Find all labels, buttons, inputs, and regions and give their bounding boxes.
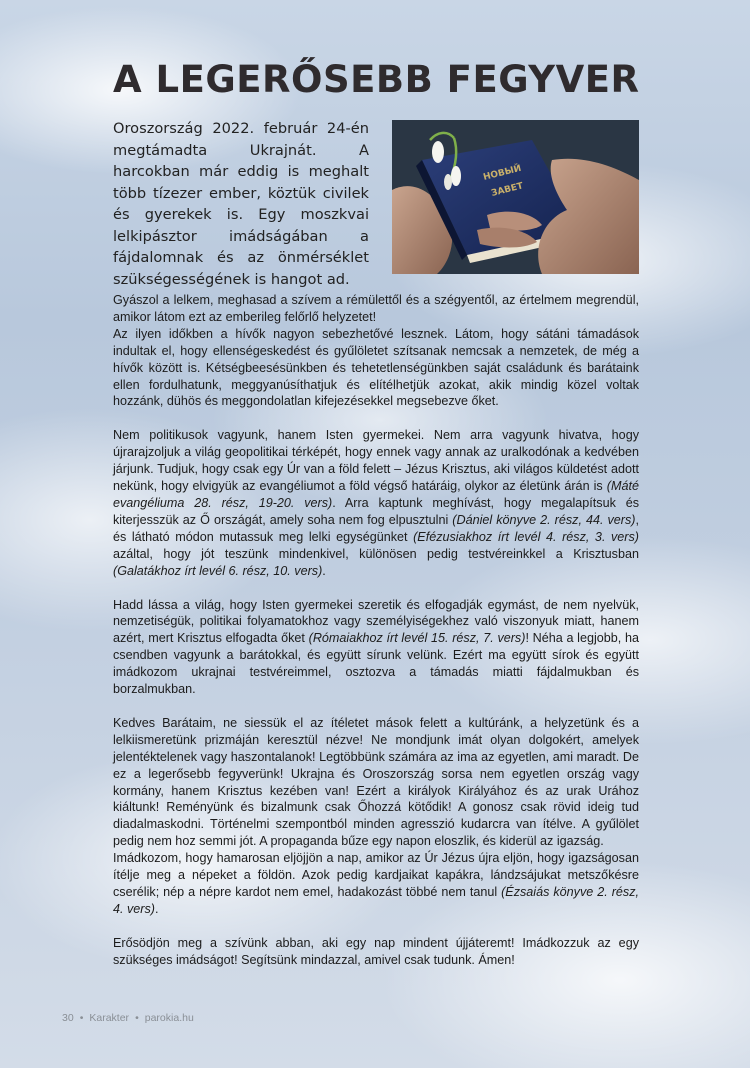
- website-name: parokia.hu: [144, 1012, 194, 1024]
- paragraph-text: . Arra kaptunk meghívást, hogy megalapítsuk és kiterjesszük az Ő országát, amely soha nem fog elpusztulni: [113, 495, 639, 527]
- bible-reference: (Dániel könyve 2. rész, 44. vers): [452, 512, 636, 527]
- paragraph-gap: [113, 410, 639, 427]
- paragraph-gap: [113, 918, 639, 935]
- magazine-name: Karakter: [89, 1012, 130, 1024]
- paragraph-text: .: [322, 563, 326, 578]
- paragraph-text: Gyászol a lelkem, meghasad a szívem a rémülettől és a szégyentől, az értelmem megrendül, amikor látom ezt az emberileg felőrlő helyzetet!: [113, 293, 639, 324]
- footer-separator: •: [135, 1012, 139, 1024]
- paragraph-text: Hadd lássa a világ, hogy Isten gyermekei szeretik és elfogadják egymást, de nem nyelvük, nemzetiségük, politikai folyamatokhoz vagy személyiségekhez való viszonyuk miatt, hanem azért, mert Krisztus elfogadta őket: [113, 597, 639, 646]
- article-title: A LEGERŐSEBB FEGYVER: [113, 58, 640, 101]
- paragraph-gap: [113, 580, 639, 597]
- body-paragraph: [113, 715, 639, 850]
- body-paragraph: [113, 935, 639, 969]
- book-cover-text-1: НОВЫЙ: [482, 163, 523, 183]
- bible-reference: (Efézusiakhoz írt levél 4. rész, 3. vers): [413, 529, 639, 544]
- page-number: 30: [62, 1012, 74, 1024]
- paragraph-text: Erősödjön meg a szívünk abban, aki egy nap mindent újjáteremt! Imádkozzuk az egy szükséges imádságot! Segítsünk mindazzal, amivel csak tudunk. Ámen!: [113, 935, 639, 967]
- paragraph-text: Kedves Barátaim, ne siessük el az ítéletet mások felett a kultúránk, a helyzetünk és a lelkiismeretünk prizmáján keresztül nézve! Ne mondjunk imát olyan dolgokért, amelyek jelentéktelenek vagy haszontalanok! Legtöbbünk számára az ima az egyetlen, ami maradt. De ez a legerősebb fegyverünk! Ukrajna és Oroszország sorsa nem egyetlen ország vagy kormány, hanem Krisztus kezében van! Ezért a királyok Királyához és az urak Urához kiáltunk! Reményünk és bizalmunk csak Őhozzá kötődik! A gonosz csak rövid ideig tud diadalmaskodni. Történelmi szempontból minden agresszió kudarcra van ítélve. A gyűlölet pedig nem hoz semmi jót. A propaganda bűze egy napon eloszlik, és kiderül az igazság.: [113, 715, 639, 849]
- paragraph-text: , és látható módon mutassuk meg lelki egységünket: [113, 512, 639, 544]
- paragraph-text: Nem politikusok vagyunk, hanem Isten gyermekei. Nem arra vagyunk hivatva, hogy újrarajzoljuk a világ geopolitikai térképét, hogy ennek vagy annak az uralkodónak a kedvében járjunk. Tudjuk, hogy csak egy Úr van a föld felett – Jézus Krisztus, aki világos küldetést adott nekünk, hogy elvigyük az evangéliumot a föld végső határáig, olykor az életünk árán is: [113, 428, 639, 494]
- article-photo: [392, 120, 639, 274]
- page-footer: [62, 1012, 194, 1024]
- body-paragraph: [113, 292, 639, 326]
- book-cover-text-2: ЗАВЕТ: [490, 181, 525, 199]
- paragraph-text: Az ilyen időkben a hívők nagyon sebezhetővé lesznek. Látom, hogy sátáni támadások indultak el, hogy ellenségeskedést és gyűlöletet szítsanak nemcsak a nemzetek, de még a hívők között is. Kétségbeesésünkben és tehetetlenségünkben saját családunk és barátaink ellen fordulhatunk, meggyanúsíthatjuk és elítélhetjük azokat, akik mindig közel voltak hozzánk, dühös és meggondolatlan kifejezésekkel megsebezve őket.: [113, 326, 639, 409]
- footer-separator: •: [79, 1012, 84, 1024]
- bible-reference: (Máté evangéliuma 28. rész, 19-20. vers): [113, 479, 639, 510]
- paragraph-text: Imádkozom, hogy hamarosan eljöjjön a nap, amikor az Úr Jézus újra eljön, hogy igazságosan ítélje meg a népeket a földön. Azok pedig kardjaikat kapákra, lándzsájukat metszőkésre cserélik; nép a népre kardot nem emel, hadakozást többé nem tanul: [113, 851, 639, 899]
- bible-reference: (Ézsaiás könyve 2. rész, 4. vers): [113, 885, 640, 916]
- body-paragraph: [113, 427, 639, 579]
- article-body: [113, 292, 639, 969]
- bible-reference: (Galatákhoz írt levél 6. rész, 10. vers): [113, 563, 323, 578]
- body-paragraph: [113, 597, 639, 698]
- bible-reference: (Rómaiakhoz írt levél 15. rész, 7. vers): [308, 631, 526, 646]
- paragraph-gap: [113, 698, 639, 715]
- body-paragraph: [113, 850, 639, 918]
- paragraph-text: .: [155, 901, 159, 916]
- paragraph-text: azáltal, hogy jót teszünk mindenkivel, különösen pedig testvéreinkkel a Krisztusban: [113, 546, 639, 561]
- body-paragraph: [113, 326, 639, 411]
- paragraph-text: ! Néha a legjobb, ha csendben vagyunk a barátokkal, és együtt sírunk velünk. Ezért ma együtt sírok és együtt imádkozom ukrajnai testvéreimmel, osztozva a támadás miatti fájdalmukban és borzalmukban.: [113, 631, 639, 697]
- article-lead: Oroszország 2022. február 24-én megtámadta Ukrajnát. A harcokban már eddig is meghalt több tízezer ember, köztük civilek és gyerekek is. Egy moszkvai lelkipásztor imádságában a fájdalomnak és az önmérséklet szükségességének is hangot ad.: [113, 120, 369, 288]
